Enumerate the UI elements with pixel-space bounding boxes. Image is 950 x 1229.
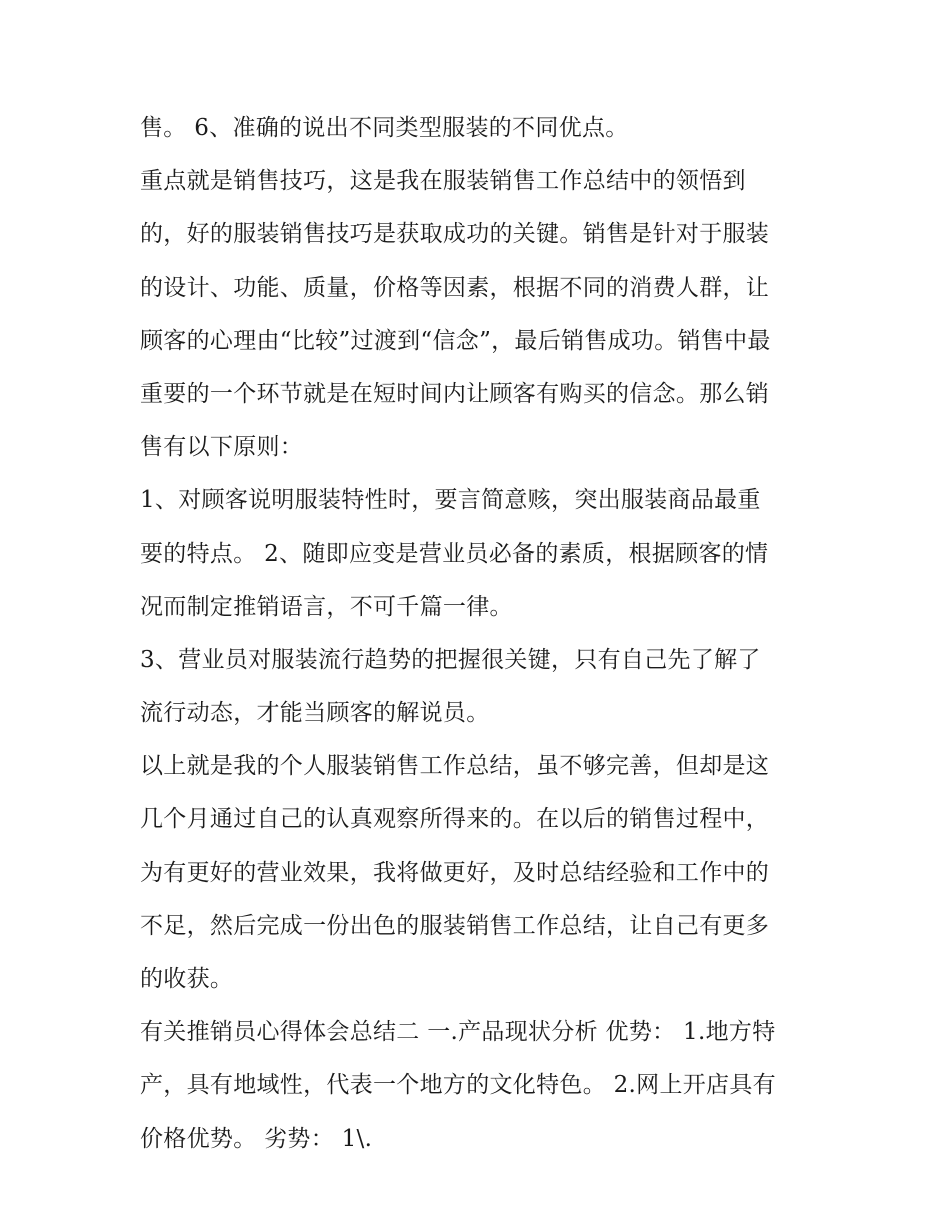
text-line: 况而制定推销语言，不可千篇一律。: [140, 593, 513, 620]
text-line: 3、营业员对服装流行趋势的把握很关键，只有自己先了解了: [140, 646, 761, 673]
text-line: 顾客的心理由“比较”过渡到“信念”，最后销售成功。销售中最: [140, 327, 771, 354]
text-line: 1、对顾客说明服装特性时，要言简意赅，突出服装商品最重: [140, 487, 761, 514]
text-line: 售有以下原则：: [140, 434, 304, 461]
text-line: 的，好的服装销售技巧是获取成功的关键。销售是针对于服装: [140, 221, 770, 248]
text-line: 价格优势。 劣势： 1\.: [140, 1125, 373, 1152]
text-line: 的收获。: [140, 966, 234, 992]
text-line: 重点就是销售技巧，这是我在服装销售工作总结中的领悟到: [140, 168, 746, 195]
text-line: 重要的一个环节就是在短时间内让顾客有购买的信念。那么销: [140, 380, 770, 407]
text-line: 为有更好的营业效果，我将做更好，及时总结经验和工作中的: [140, 859, 770, 886]
text-line: 流行动态，才能当顾客的解说员。: [140, 700, 490, 727]
text-line: 产，具有地域性，代表一个地方的文化特色。 2.网上开店具有: [140, 1072, 776, 1099]
text-line: 的设计、功能、质量，价格等因素，根据不同的消费人群，让: [140, 274, 770, 301]
text-line: 几个月通过自己的认真观察所得来的。在以后的销售过程中，: [140, 806, 770, 833]
text-line: 以上就是我的个人服装销售工作总结，虽不够完善，但却是这: [140, 753, 770, 780]
document-body: [140, 102, 820, 1166]
text-line: 不足，然后完成一份出色的服装销售工作总结，让自己有更多: [140, 912, 770, 939]
text-line: 售。 6、准确的说出不同类型服装的不同优点。: [140, 115, 629, 141]
text-line: 要的特点。 2、随即应变是营业员必备的素质，根据顾客的情: [140, 540, 769, 567]
text-line: 有关推销员心得体会总结二 一.产品现状分析 优势： 1.地方特: [140, 1019, 776, 1046]
